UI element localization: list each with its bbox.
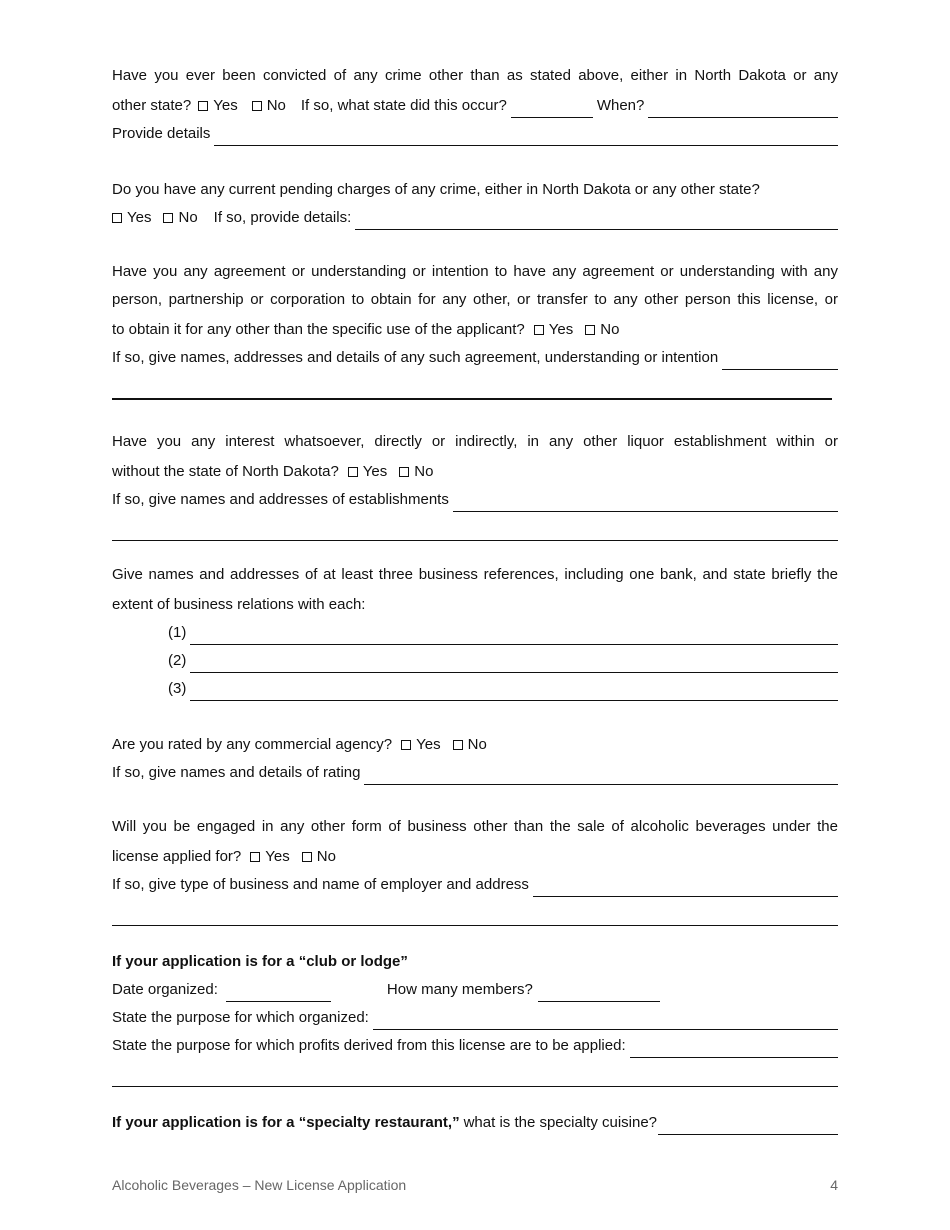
rated-details-label: If so, give names and details of rating <box>112 764 361 781</box>
engaged-no-label: No <box>316 848 336 865</box>
interest-question-text: without the state of North Dakota? <box>112 463 339 480</box>
reference-1-field[interactable] <box>190 624 838 645</box>
engaged-question-line2 <box>112 841 838 869</box>
rated-no-checkbox[interactable] <box>453 740 463 750</box>
reference-item <box>112 673 838 701</box>
crime-question-text: other state? <box>112 97 192 114</box>
agreement-yes-label: Yes <box>548 321 574 338</box>
pending-details-field[interactable] <box>355 209 838 230</box>
club-heading: If your application is for a “club or lodge” <box>112 953 408 970</box>
club-purpose-line <box>112 1002 838 1030</box>
reference-number: (3) <box>168 680 187 697</box>
reference-number: (1) <box>168 624 187 641</box>
interest-no-label: No <box>414 463 434 480</box>
interest-details-label: If so, give names and addresses of establishments <box>112 491 449 508</box>
crime-no-label: No <box>266 97 286 114</box>
reference-number: (2) <box>168 652 187 669</box>
crime-when-field[interactable] <box>648 97 838 118</box>
references-question-line1: Give names and addresses of at least three business references, including one bank, and state briefly the <box>112 566 838 583</box>
agreement-no-checkbox[interactable] <box>585 325 595 335</box>
pending-question-line2 <box>112 202 838 230</box>
agreement-details-label: If so, give names, addresses and details of any such agreement, understanding or intention <box>112 349 719 366</box>
crime-yes-label: Yes <box>213 97 238 114</box>
interest-details-field-2[interactable] <box>112 512 838 541</box>
rated-question-line <box>112 729 838 757</box>
references-question-line2 <box>112 589 838 617</box>
page-number: 4 <box>830 1177 838 1193</box>
rated-yes-checkbox[interactable] <box>401 740 411 750</box>
reference-item <box>112 645 838 673</box>
rated-no-label: No <box>467 736 487 753</box>
reference-2-field[interactable] <box>190 652 838 673</box>
crime-yes-checkbox[interactable] <box>198 101 208 111</box>
crime-details-label: Provide details <box>112 125 211 142</box>
engaged-details-field[interactable] <box>533 876 838 897</box>
agreement-details-line <box>112 342 838 370</box>
agreement-yes-checkbox[interactable] <box>534 325 544 335</box>
crime-state-field[interactable] <box>511 97 593 118</box>
pending-question-text: Do you have any current pending charges of any crime, either in North Dakota or any other state? <box>112 181 760 198</box>
agreement-question-line1: Have you any agreement or understanding or intention to have any agreement or understanding with any <box>112 263 838 280</box>
engaged-no-checkbox[interactable] <box>302 852 312 862</box>
crime-state-label: If so, what state did this occur? <box>300 97 507 114</box>
engaged-yes-checkbox[interactable] <box>250 852 260 862</box>
interest-yes-label: Yes <box>362 463 388 480</box>
agreement-question-text: to obtain it for any other than the specific use of the applicant? <box>112 321 525 338</box>
pending-details-label: If so, provide details: <box>213 209 352 226</box>
interest-details-line <box>112 484 838 512</box>
rated-details-line <box>112 757 838 785</box>
crime-question-line2 <box>112 90 838 118</box>
rated-yes-label: Yes <box>416 736 441 753</box>
crime-details-line <box>112 118 838 146</box>
club-members-label: How many members? <box>386 981 533 998</box>
interest-question-line2 <box>112 456 838 484</box>
crime-question-line1: Have you ever been convicted of any crime other than as stated above, either in North Dakota or any <box>112 67 838 84</box>
rated-question-text: Are you rated by any commercial agency? <box>112 736 393 753</box>
engaged-question-text: license applied for? <box>112 848 242 865</box>
interest-no-checkbox[interactable] <box>399 467 409 477</box>
interest-question-line1: Have you any interest whatsoever, directly or indirectly, in any other liquor establishment within or <box>112 433 838 450</box>
club-profits-label: State the purpose for which profits derived from this license are to be applied: <box>112 1037 626 1054</box>
restaurant-heading: If your application is for a “specialty restaurant,” <box>112 1114 460 1131</box>
agreement-question-line3 <box>112 314 838 342</box>
interest-yes-checkbox[interactable] <box>348 467 358 477</box>
restaurant-line <box>112 1107 838 1135</box>
club-profits-field[interactable] <box>630 1037 838 1058</box>
club-profits-line <box>112 1030 838 1058</box>
engaged-details-label: If so, give type of business and name of employer and address <box>112 876 529 893</box>
pending-no-checkbox[interactable] <box>163 213 173 223</box>
interest-details-field[interactable] <box>453 491 838 512</box>
pending-yes-label: Yes <box>127 209 152 226</box>
engaged-yes-label: Yes <box>265 848 290 865</box>
agreement-no-label: No <box>600 321 620 338</box>
pending-no-label: No <box>178 209 198 226</box>
restaurant-question: what is the specialty cuisine? <box>463 1114 658 1131</box>
page-footer <box>112 1177 838 1193</box>
footer-title: Alcoholic Beverages – New License Application <box>112 1177 407 1193</box>
restaurant-cuisine-field[interactable] <box>658 1114 838 1135</box>
references-question-text: extent of business relations with each: <box>112 596 366 613</box>
agreement-question-line2: person, partnership or corporation to obtain for any other, or transfer to any other person this license, or <box>112 291 838 308</box>
reference-item <box>112 617 838 645</box>
engaged-details-field-2[interactable] <box>112 897 838 926</box>
engaged-details-line <box>112 869 838 897</box>
pending-yes-checkbox[interactable] <box>112 213 122 223</box>
reference-3-field[interactable] <box>190 680 838 701</box>
club-purpose-label: State the purpose for which organized: <box>112 1009 369 1026</box>
club-members-field[interactable] <box>538 981 660 1002</box>
pending-question-line1 <box>112 174 838 202</box>
club-purpose-field[interactable] <box>373 1009 838 1030</box>
club-date-field[interactable] <box>226 981 331 1002</box>
engaged-question-line1: Will you be engaged in any other form of business other than the sale of alcoholic beverages under the <box>112 818 838 835</box>
agreement-details-field-2[interactable] <box>112 370 832 400</box>
crime-details-field[interactable] <box>214 125 838 146</box>
agreement-details-field[interactable] <box>722 349 838 370</box>
crime-when-label: When? <box>596 97 645 114</box>
form-page <box>112 62 838 1135</box>
club-profits-field-2[interactable] <box>112 1058 838 1087</box>
club-date-line <box>112 974 838 1002</box>
club-date-label: Date organized: <box>112 981 218 998</box>
crime-no-checkbox[interactable] <box>252 101 262 111</box>
rated-details-field[interactable] <box>364 764 838 785</box>
